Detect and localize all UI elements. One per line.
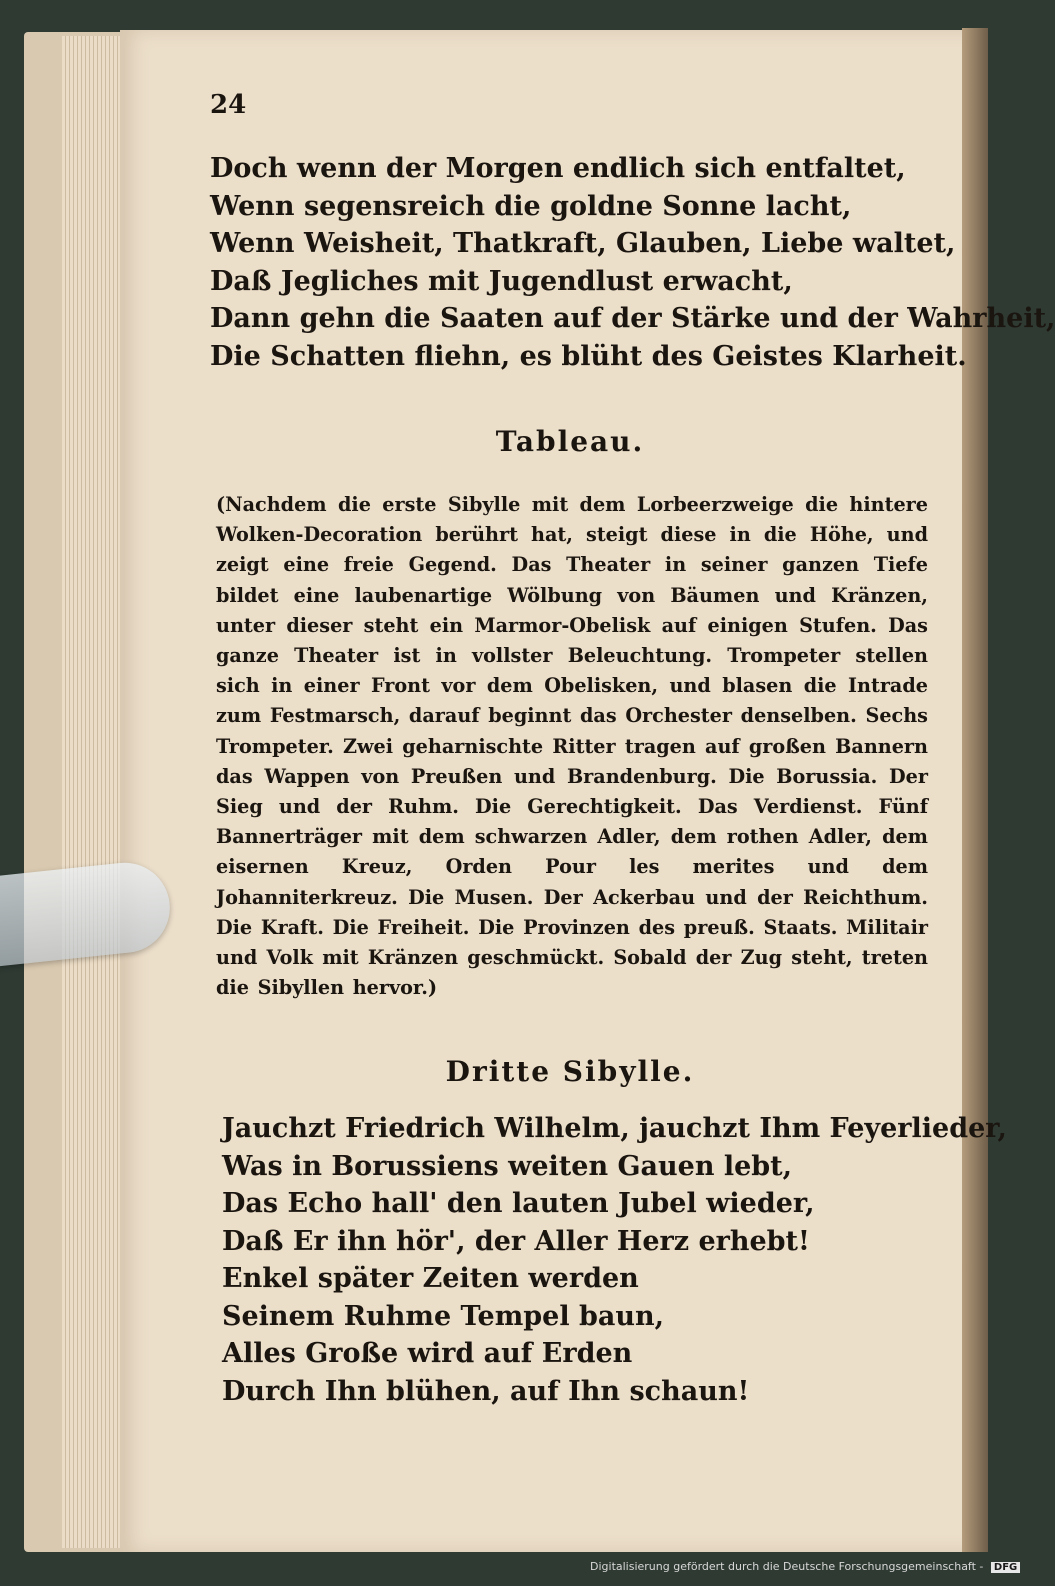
verse-line: Durch Ihn blühen, auf Ihn schaun! (222, 1375, 750, 1407)
page-number: 24 (210, 90, 247, 120)
verse-line: Was in Borussiens weiten Gauen lebt, (222, 1150, 793, 1182)
verse-line: Das Echo hall' den lauten Jubel wieder, (222, 1188, 815, 1219)
page-stack-edges (62, 36, 122, 1548)
sibylle-heading: Dritte Sibylle. (445, 1055, 695, 1088)
stage-direction: (Nachdem die erste Sibylle mit dem Lorbeerzweige die hintere Wolken-Decoration berührt hat, steigt diese in die Höhe, und zeigt eine freie Gegend. Das Theater in seiner ganzen Tiefe bildet eine laubenartige Wölbung von Bäumen und Kränzen, unter dieser steht ein Marmor-Obelisk auf einigen Stufen. Das ganze Theater ist in vollster Beleuchtung. Trompeter stellen sich in einer Front vor dem Obelisken, und blasen die Intrade zum Festmarsch, darauf beginnt das Orchester denselben. Sechs Trompeter. Zwei geharnischte Ritter tragen auf großen Bannern das Wappen von Preußen und Brandenburg. Die Borussia. Der Sieg und der Ruhm. Die Gerechtigkeit. Das Verdienst. Fünf Bannerträger mit dem schwarzen Adler, dem rothen Adler, dem eisernen Kreuz, Orden Pour les merites und dem Johanniterkreuz. Die Musen. Der Ackerbau und der Reichthum. Die Kraft. Die Freiheit. Die Provinzen des preuß. Staats. Militair und Volk mit Kränzen geschmückt. Sobald der Zug steht, treten die Sibyllen hervor.) (216, 493, 928, 1000)
verse-line: Daß Jegliches mit Jugendlust erwacht, (210, 265, 793, 297)
verse-top (210, 150, 1055, 375)
verse-line: Doch wenn der Morgen endlich sich entfaltet, (210, 153, 906, 184)
digitization-footer (590, 1560, 1020, 1573)
verse-line: Seinem Ruhme Tempel baun, (222, 1300, 665, 1332)
verse-bottom (222, 1110, 1007, 1410)
verse-line: Alles Große wird auf Erden (222, 1338, 633, 1369)
verse-line: Enkel später Zeiten werden (222, 1263, 639, 1294)
verse-line: Wenn segensreich die goldne Sonne lacht, (210, 190, 852, 222)
verse-line: Dann gehn die Saaten auf der Stärke und der Wahrheit, (210, 303, 1055, 334)
verse-line: Wenn Weisheit, Thatkraft, Glauben, Liebe waltet, (210, 228, 956, 259)
tableau-heading: Tableau. (495, 425, 645, 458)
verse-line: Daß Er ihn hör', der Aller Herz erhebt! (222, 1225, 810, 1257)
footer-text: Digitalisierung gefördert durch die Deutsche Forschungsgemeinschaft - (590, 1560, 984, 1573)
verse-line: Die Schatten fliehn, es blüht des Geistes Klarheit. (210, 340, 967, 372)
dfg-logo: DFG (991, 1562, 1020, 1573)
verse-line: Jauchzt Friedrich Wilhelm, jauchzt Ihm Feyerlieder, (222, 1113, 1007, 1144)
